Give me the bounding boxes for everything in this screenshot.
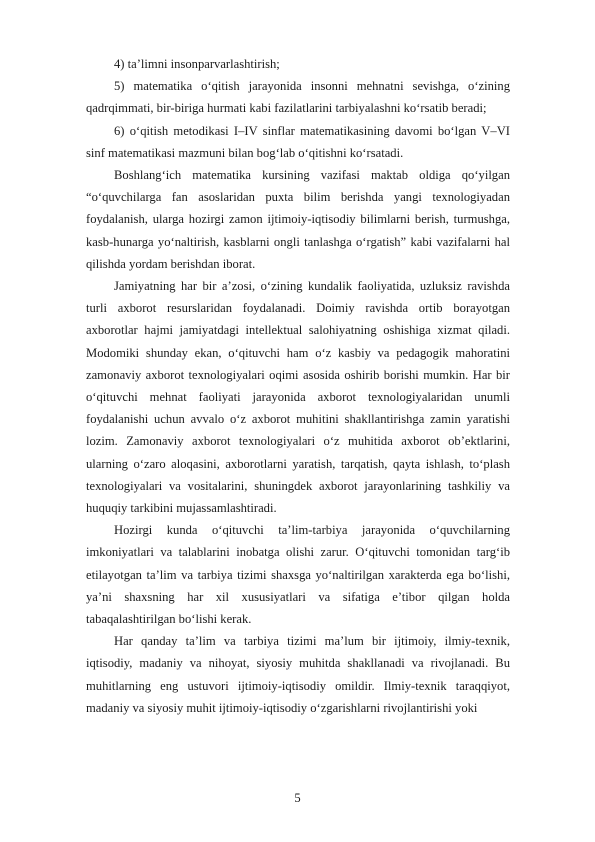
page-number: 5 bbox=[294, 791, 301, 805]
paragraph-item-4: 4) ta’limni insonparvarlashtirish; bbox=[114, 57, 280, 71]
paragraph-information-resources: Jamiyatning har bir a’zosi, o‘zining kundalik faoliyatida, uzluksiz ravishda turli axborot resurslaridan foydalanadi. Doimiy ravishda ortib borayotgan axborotlar hajmi jamiyatdagi intellektual salohiyatning oshishiga xizmat qiladi. Modomiki shunday ekan, o‘qituvchi ham o‘z kasbiy va pedagogik mahoratini zamonaviy axborot texnologiyalari oqimi asosida oshirib borishi mumkin. Har bir o‘qituvchi mehnat faoliyati jarayonida axborot texnologiyalaridan unumli foydalanishi uchun avvalo o‘z axborot muhitini shakllantirishga zamin yaratishi lozim. Zamonaviy axborot texnologiyalari o‘z muhitida axborot ob’ektlarini, ularning o‘zaro aloqasini, axborotlarni yaratish, tarqatish, qayta ishlash, to‘plash texnologiyalari va vositalarini, shuningdek axborot jarayonlarining tashkiliy va huquqiy tarkibini mujassamlashtiradi. bbox=[86, 279, 510, 516]
document-body bbox=[86, 53, 510, 719]
paragraph-student-oriented: Hozirgi kunda o‘qituvchi ta’lim-tarbiya jarayonida o‘quvchilarning imkoniyatlari va talablarini inobatga olishi zarur. O‘qituvchi tomonidan targ‘ib etilayotgan ta’lim va tarbiya tizimi shaxsga yo‘naltirilgan xarakterda ega bo‘lishi, ya’ni shaxsning har xil xususiyatlari va sifatiga e’tibor qilgan holda tabaqalashtirilgan bo‘lishi kerak. bbox=[86, 523, 510, 627]
paragraph-item-6: 6) o‘qitish metodikasi I–IV sinflar matematikasining davomi bo‘lgan V–VI sinf matematikasi mazmuni bilan bog‘lab o‘qitishni ko‘rsatadi. bbox=[86, 123, 510, 160]
paragraph-item-5: 5) matematika o‘qitish jarayonida insonni mehnatni sevishga, o‘zining qadrqimmati, bir-biriga hurmati kabi fazilatlarini tarbiyalashni ko‘rsatib beradi; bbox=[86, 79, 510, 116]
paragraph-course-objectives: Boshlang‘ich matematika kursining vazifasi maktab oldiga qo‘yilgan “o‘quvchilarga fan asoslaridan puxta bilim berishda yangi texnologiyadan foydalanish, ularga hozirgi zamon ijtimoiy-iqtisodiy bilimlarni berish, turmushga, kasb-hunarga yo‘naltirish, kasblarni ongli tanlashga o‘rgatish” kabi vazifalarni hal qilishda yordam berishdan iborat. bbox=[86, 168, 510, 271]
paragraph-education-environment: Har qanday ta’lim va tarbiya tizimi ma’lum bir ijtimoiy, ilmiy-texnik, iqtisodiy, madaniy va nihoyat, siyosiy muhitda shakllanadi va rivojlanadi. Bu muhitlarning eng ustuvori ijtimoiy-iqtisodiy omildir. Ilmiy-texnik taraqqiyot, madaniy va siyosiy muhit ijtimoiy-iqtisodiy o‘zgarishlarni rivojlantirishi yoki bbox=[86, 634, 510, 715]
